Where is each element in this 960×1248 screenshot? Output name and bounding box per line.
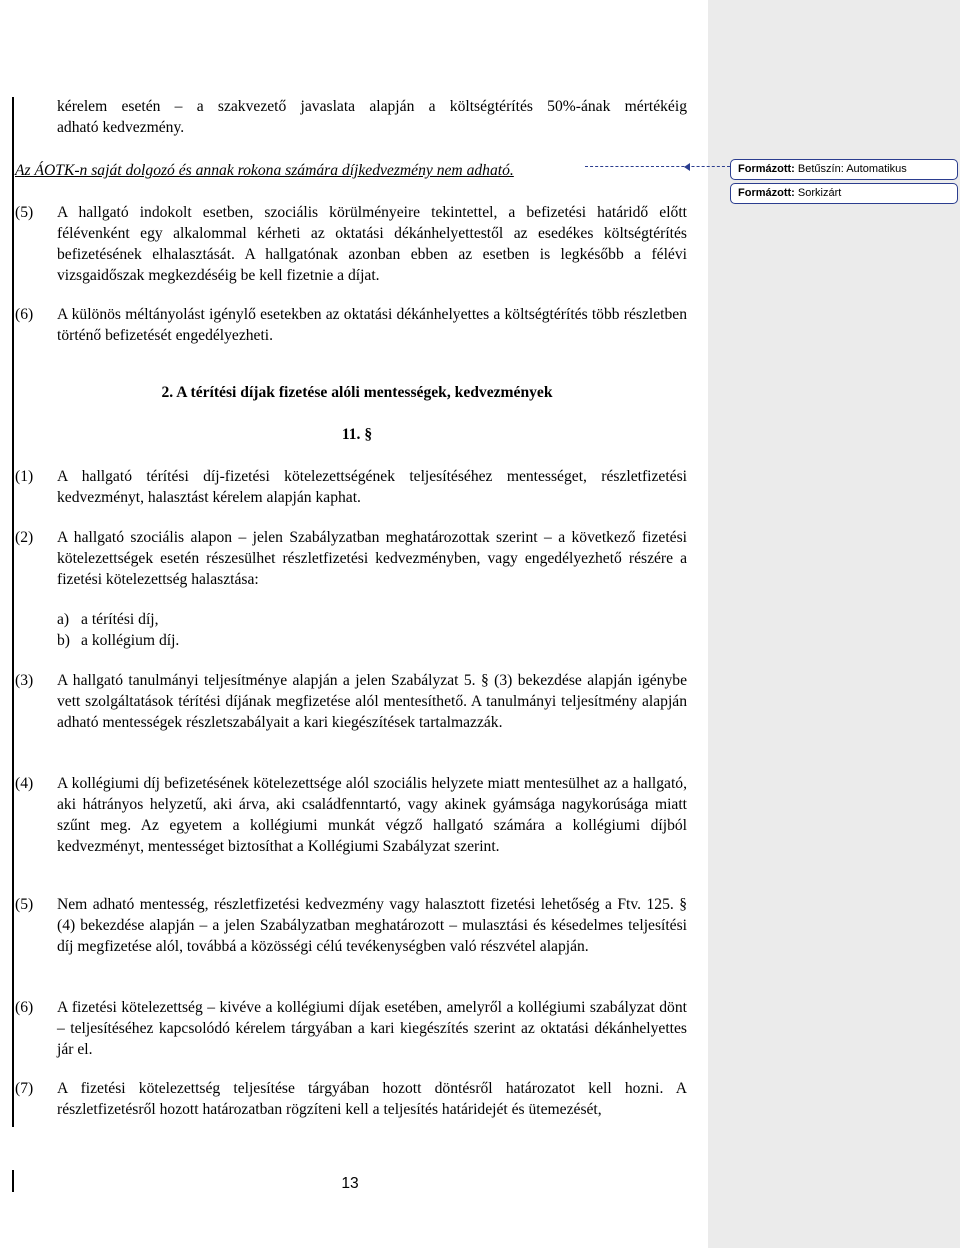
paragraph — [15, 670, 687, 733]
paragraph-text: A különös méltányolást igénylő esetekben az oktatási dékánhelyettes a költségtérítés több részletben történő befizetését engedélyezheti. — [57, 306, 687, 344]
comment-leader-line — [585, 166, 730, 167]
list-marker: a) — [57, 611, 70, 628]
list-item — [57, 630, 179, 651]
list-item — [57, 609, 179, 630]
paragraph — [15, 304, 687, 346]
paragraph — [15, 527, 687, 590]
list-item-text: a térítési díj, — [81, 611, 159, 628]
comment-value: Sorkizárt — [797, 187, 842, 199]
paragraph-number: (6) — [15, 306, 34, 323]
comment-label: Formázott: — [738, 187, 795, 199]
intro-line-2: adható kedvezmény. — [57, 119, 185, 136]
fee-list — [57, 609, 179, 651]
paragraph-number: (5) — [15, 896, 34, 913]
paragraph — [15, 202, 687, 286]
paragraph-number: (4) — [15, 775, 34, 792]
paragraph-text: A hallgató térítési díj-fizetési kötelezettségének teljesítéséhez mentességet, részletfizetési kedvezményt, halasztást kérelem alapján kaphat. — [57, 468, 687, 506]
change-bar — [12, 97, 14, 1127]
list-marker: b) — [57, 632, 70, 649]
paragraph-text: A fizetési kötelezettség teljesítése tárgyában hozott döntésről határozatot kell hozni. A részletfizetésről hozott határozatban rögzíteni kell a teljesítés határidejét és ütemezését, — [57, 1080, 687, 1118]
tracked-change-text: Az ÁOTK-n saját dolgozó és annak rokona számára díjkedvezmény nem adható. — [15, 162, 514, 179]
comment-anchor-arrow — [684, 163, 690, 171]
paragraph-text: A hallgató szociális alapon – jelen Szabályzatban meghatározottak szerint – a következő fizetési kötelezettségek esetén részesülhet részletfizetési kedvezményben, vagy engedélyezhető részére a fizetési kötelezettség halasztása: — [57, 529, 687, 588]
paragraph-number: (1) — [15, 468, 34, 485]
intro-text — [57, 96, 687, 138]
paragraph — [15, 894, 687, 957]
paragraph-text: A hallgató tanulmányi teljesítménye alapján a jelen Szabályzat 5. § (3) bekezdése alapján igénybe vett szolgáltatások térítési díjának megfizetése alól mentesíthető. A tanulmányi teljesítmény alapján adható mentességek részletszabályait a kari kiegészítések tartalmazzák. — [57, 672, 687, 731]
paragraph-text: Nem adható mentesség, részletfizetési kedvezmény vagy halasztott fizetési lehetőség a Ftv. 125. § (4) bekezdése alapján – a jelen Szabályzatban meghatározott – mulasztási és késedelmes teljesítési díj megfizetése alól, továbbá a közösségi célú tevékenységben való részvétel alapján. — [57, 896, 687, 955]
intro-line-1: kérelem esetén – a szakvezető javaslata alapján a költségtérítés 50%-ának mértékéig — [57, 98, 687, 115]
paragraph — [15, 997, 687, 1060]
change-bar — [12, 1170, 14, 1192]
page-number: 13 — [341, 1175, 359, 1192]
paragraph-text: A hallgató indokolt esetben, szociális körülményeire tekintettel, a befizetési határidő előtt félévenként egy alkalommal kérheti az oktatási dékánhelyettestől az esedékes költségtérítés befizetésének elhalasztását. A hallgatónak azonban ebben az esetben is legkésőbb a félévi vizsgaidőszak megkezdéséig be kell fizetnie a díjat. — [57, 204, 687, 284]
paragraph-number: (7) — [15, 1080, 34, 1097]
paragraph — [15, 773, 687, 857]
format-comment-balloon[interactable] — [730, 183, 958, 204]
paragraph-number: (2) — [15, 529, 34, 546]
paragraph — [15, 466, 687, 508]
section-number: 11. § — [341, 426, 373, 443]
paragraph — [15, 1078, 687, 1120]
paragraph-text: A kollégiumi díj befizetésének kötelezettsége alól szociális helyzete miatt mentesülhet az a hallgató, aki hátrányos helyzetű, aki árva, aki családfenntartó, vagy akinek gyámsága nagykorúsága miatt szűnt meg. Az egyetem a kollégiumi munkát végző hallgató számára a kollégiumi díjból kedvezményt, mentességet biztosíthat a Kollégiumi Szabályzat szerint. — [57, 775, 687, 855]
paragraph-number: (6) — [15, 999, 34, 1016]
paragraph-number: (5) — [15, 204, 34, 221]
comment-label: Formázott: — [738, 163, 795, 175]
comment-value: Betűszín: Automatikus — [797, 163, 907, 175]
section-title: 2. A térítési díjak fizetése alóli mentességek, kedvezmények — [161, 384, 553, 401]
list-item-text: a kollégium díj. — [81, 632, 180, 649]
paragraph-text: A fizetési kötelezettség – kivéve a kollégiumi díjak esetében, amelyről a kollégiumi szabályzat dönt – teljesítéséhez kapcsolódó kérelem tárgyában a kari kiegészítés szerint az oktatási dékánhelyettes jár el. — [57, 999, 687, 1058]
format-comment-balloon[interactable] — [730, 159, 958, 180]
paragraph-number: (3) — [15, 672, 34, 689]
